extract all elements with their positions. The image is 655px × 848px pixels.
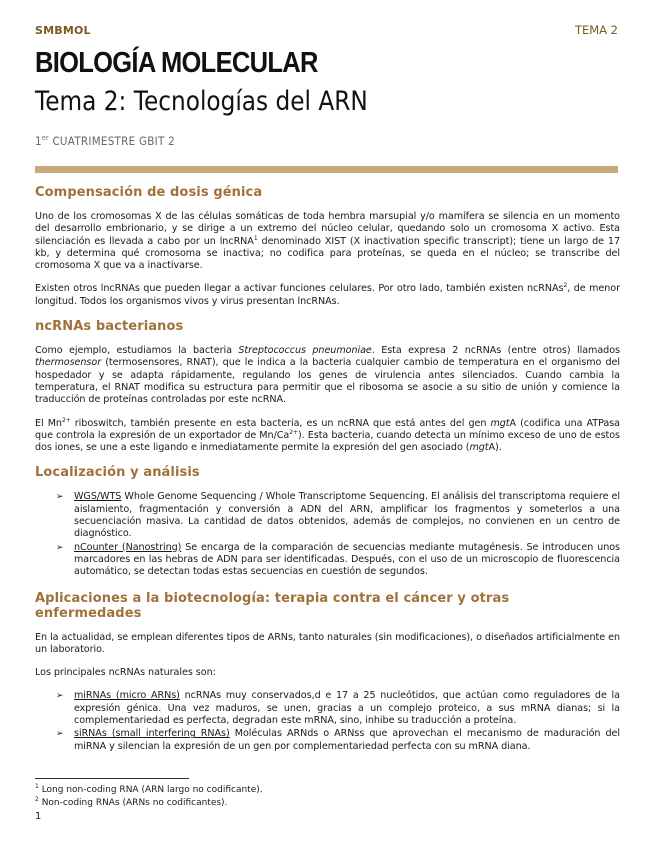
list-item: ➢ nCounter (Nanostring) Se encarga de la comparación de secuencias mediante mutagénesis. Se introducen unos marcadores en las hebras de ADN para ser identificadas. Después, con el uso de un microscopio de fluorescencia automático, se detectan todas estas secuencias en cuestión de segundos.	[56, 541, 620, 578]
document-title: BIOLOGÍA MOLECULAR	[35, 47, 318, 79]
arrow-bullet-icon: ➢	[56, 729, 64, 740]
bullet-list	[35, 491, 620, 578]
footnote: $^2$ Non-coding RNAs (ARNs no codificantes).	[35, 795, 228, 808]
section-heading: Aplicaciones a la biotecnología: terapia contra el cáncer y otras enfermedades	[35, 590, 510, 621]
footnote-ref[interactable]: 1	[253, 234, 258, 242]
footnotes	[35, 784, 263, 809]
header-divider	[35, 166, 618, 173]
footnote-ref[interactable]: 2	[563, 282, 568, 290]
list-item: ➢ miRNAs (micro ARNs) ncRNAs muy conservados,d e 17 a 25 nucleótidos, que actúan como reguladores de la expresión génica. Una vez maduros, se unen, gracias a un complejo proteico, a sus mRNA dianas; si la complementariedad es perfecta, degradan este mRNA, sino, inhibe su traducción a proteína.	[56, 690, 620, 727]
topic-label: TEMA 2	[574, 23, 618, 37]
paragraph: Los principales ncRNAs naturales son:	[35, 667, 216, 679]
document-subtitle: Tema 2: Tecnologías del ARN	[35, 86, 368, 117]
document-body	[35, 185, 620, 765]
page-number: 1	[35, 811, 42, 822]
paragraph: Existen otros lncRNAs que pueden llegar a activar funciones celulares. Por otro lado, también existen ncRNAs$^2$, de menor longitud. Todos los organismos vivos y virus presentan lncRNAs.	[35, 282, 620, 307]
list-item: ➢ siRNAs (small interfering RNAs) Moléculas ARNds o ARNss que aprovechan el mecanismo de maduración del miRNA y silencian la expresión de un gen por complementariedad perfecta con su mRNA diana.	[56, 728, 620, 752]
bullet-list	[35, 690, 620, 752]
paragraph: Uno de los cromosomas X de las células somáticas de toda hembra marsupial y/o mamífera se silencia en un momento del desarrollo embrionario, y se dirige a un extremo del núcleo celular, quedando solo un cromosoma X activo. Esta silenciación es llevada a cabo por un lncRNA$^1$ denominado XIST (X inactivation specific transcript); tiene un largo de 17 kb, y determina qué cromosoma se inactiva; no codifica para proteínas, se queda en el núcleo; se transcribe del cromosoma X que va a inactivarse.	[35, 211, 621, 272]
arrow-bullet-icon: ➢	[56, 492, 64, 503]
footnote: $^1$ Long non-coding RNA (ARN largo no codificante).	[35, 783, 263, 795]
list-item: ➢ WGS/WTS Whole Genome Sequencing / Whole Transcriptome Sequencing. El análisis del transcriptoma requiere el aislamiento, fragmentación y conversión a ADN del ARN, amplificar los fragmentos y someterlos a una secuenciación masiva. La cantidad de datos obtenidos, además de complejos, no convienen en un centro de diagnóstico.	[56, 491, 620, 540]
section-heading: Localización y análisis	[35, 465, 200, 481]
paragraph: En la actualidad, se emplean diferentes tipos de ARNs, tanto naturales (sin modificaciones), o diseñados artificialmente en un laboratorio.	[35, 631, 620, 655]
footnote-divider	[35, 778, 189, 779]
semester-line: 1er CUATRIMESTRE GBIT 2	[35, 134, 175, 148]
paragraph: Como ejemplo, estudiamos la bacteria Streptococcus pneumoniae. Esta expresa 2 ncRNAs (entre otros) llamados thermosensor (termosensores, RNAT), que le indica a la bacteria cualquier cambio de temperatura en el organismo del hospedador y se adapta rápidamente, regulando los genes de virulencia antes silenciados. Cuando cambia la temperatura, el RNAT modifica su estructura para permitir que el ribosoma se asocie a su sitio de unión y comience la traducción de proteínas controladas por este ncRNA.	[35, 345, 620, 406]
course-code: SMBMOL	[35, 24, 91, 37]
paragraph: El $Mn^{2+}$ riboswitch, también presente en esta bacteria, es un ncRNA que está antes del gen mgtA (codifica una ATPasa que controla la expresión de un exportador de $Mn/Ca^{2+}$). Esta bacteria, cuando detecta un mínimo exceso de uno de estos dos iones, se une a este ligando e inmediatamente permite la expresión del gen asociado (mgtA).	[35, 416, 621, 454]
section-heading: Compensación de dosis génica	[35, 185, 263, 200]
arrow-bullet-icon: ➢	[56, 542, 64, 553]
section-heading: ncRNAs bacterianos	[35, 319, 184, 335]
arrow-bullet-icon: ➢	[56, 691, 64, 702]
